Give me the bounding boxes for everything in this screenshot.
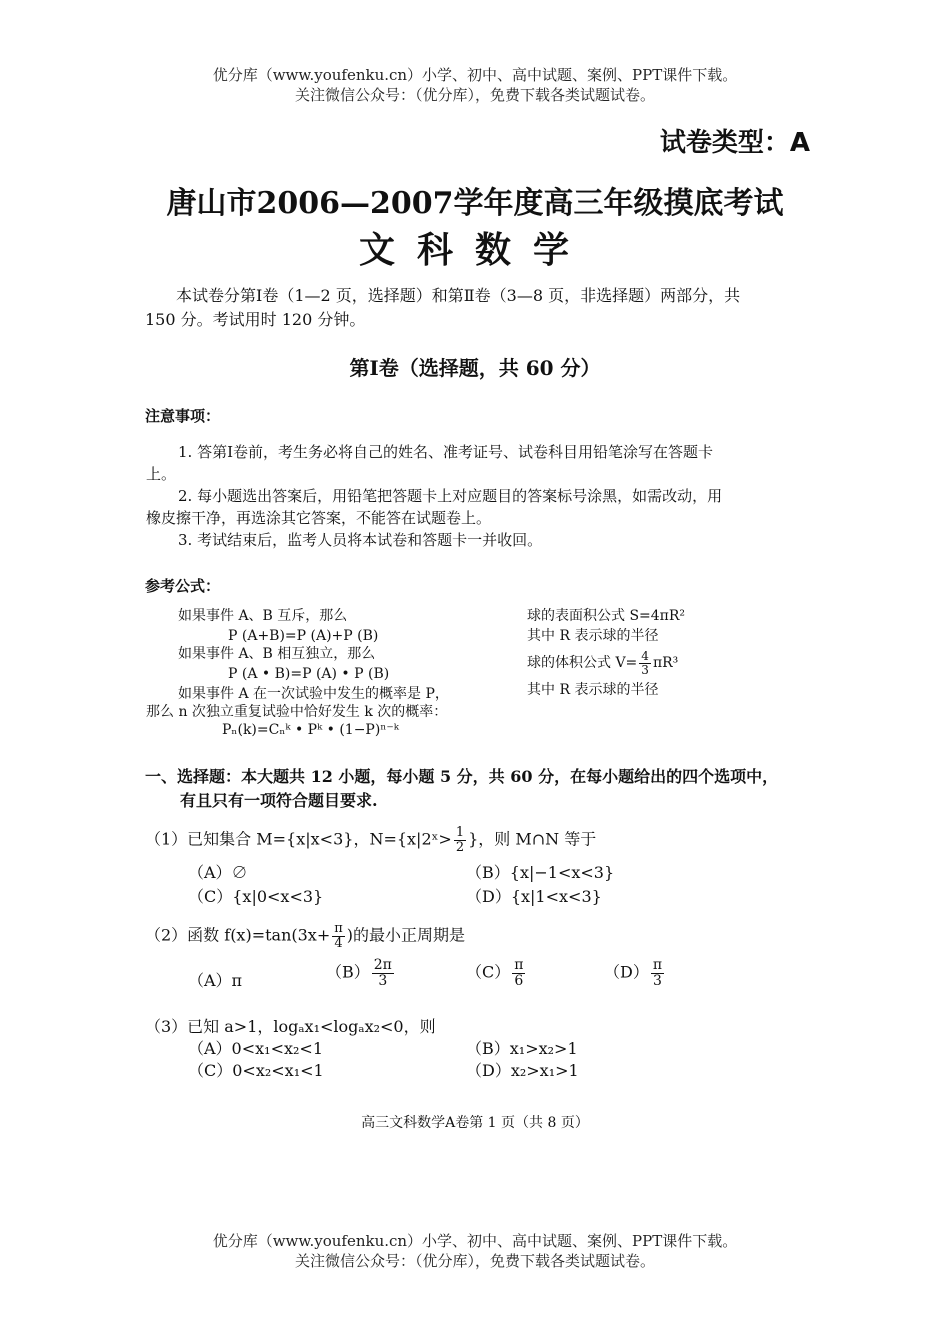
q2-d-fraction: $\frac{\pi}{3}$ (652, 957, 663, 989)
intro-line1: 本试卷分第Ⅰ卷（1—2 页，选择题）和第Ⅱ卷（3—8 页，非选择题）两部分，共 (176, 286, 741, 305)
site-footer-line2: 关注微信公众号：（优分库），免费下载各类试题试卷。 (294, 1252, 655, 1270)
q2-c-fraction: $\frac{\pi}{6}$ (514, 957, 524, 989)
formula-right-2: 其中 R 表示球的半径 (527, 628, 659, 644)
note-2b: 橡皮擦干净，再选涂其它答案，不能答在试题卷上。 (146, 509, 492, 527)
q1-stem (145, 826, 596, 854)
q2-option-c (466, 958, 527, 988)
sphere-volume-label: 球的体积公式 V= (527, 655, 638, 672)
subject-title: 文科数学 (358, 230, 591, 271)
q1-option-d: （D）{x|1<x<3} (466, 887, 602, 906)
q2-stem (145, 922, 465, 950)
q3-option-c: （C）0<x₂<x₁<1 (188, 1061, 324, 1080)
formula-right-4: 其中 R 表示球的半径 (527, 682, 659, 698)
q3-stem: （3）已知 a>1，logₐx₁<logₐx₂<0，则 (145, 1017, 436, 1036)
q2-fraction: $\frac{\pi}{4}$ (334, 921, 343, 951)
sphere-volume-rest: πR³ (652, 655, 679, 672)
q2-d-label: （D） (604, 962, 649, 982)
q2-stem-a: （2）函数 f(x)=tan(3x+ (145, 925, 331, 945)
q2-stem-b: )的最小正周期是 (346, 925, 466, 945)
formula-right-3 (527, 650, 678, 676)
formula-left-2: P (A+B)=P (A)+P (B) (228, 628, 379, 644)
formula-left-3: 如果事件 A、B 相互独立，那么 (178, 646, 376, 662)
q1-option-b: （B）{x|−1<x<3} (466, 863, 615, 882)
q2-b-label: （B） (326, 962, 370, 982)
site-footer-line1: 优分库（www.youfenku.cn）小学、初中、高中试题、案例、PPT课件下载。 (212, 1232, 738, 1250)
note-1a: 1. 答第Ⅰ卷前，考生务必将自己的姓名、准考证号、试卷科目用铅笔涂写在答题卡 (178, 443, 714, 461)
page-footer: 高三文科数学A卷第 1 页（共 8 页） (361, 1115, 589, 1131)
note-3: 3. 考试结束后，监考人员将本试卷和答题卡一并收回。 (178, 531, 543, 549)
site-header-line2: 关注微信公众号：（优分库），免费下载各类试题试卷。 (294, 86, 655, 104)
section-title: 第Ⅰ卷（选择题，共 60 分） (349, 356, 601, 380)
paper-type: 试卷类型：A (659, 128, 810, 158)
q2-option-b (326, 958, 396, 988)
note-2a: 2. 每小题选出答案后，用铅笔把答题卡上对应题目的答案标号涂黑，如需改动，用 (178, 487, 723, 505)
q1-stem-a: （1）已知集合 M={x|x<3}，N={x|2ˣ> (145, 829, 452, 849)
exam-title: 唐山市2006—2007学年度高三年级摸底考试 (166, 186, 784, 221)
formula-left-4: P (A • B)=P (A) • P (B) (228, 666, 390, 682)
q3-option-b: （B）x₁>x₂>1 (466, 1039, 578, 1058)
q2-b-fraction: $\frac{2\pi}{3}$ (373, 957, 392, 989)
part1-line2: 有且只有一项符合题目要求. (180, 791, 378, 810)
note-1b: 上。 (146, 465, 177, 483)
formulas-heading: 参考公式： (145, 577, 221, 595)
site-header-line1: 优分库（www.youfenku.cn）小学、初中、高中试题、案例、PPT课件下载。 (212, 66, 738, 84)
formula-left-6: 那么 n 次独立重复试验中恰好发生 k 次的概率： (146, 704, 448, 720)
q3-option-a: （A）0<x₁<x₂<1 (188, 1039, 324, 1058)
fraction: $\frac{4}{3}$ (641, 649, 649, 677)
formula-left-1: 如果事件 A、B 互斥，那么 (178, 608, 348, 624)
notes-heading: 注意事项： (145, 407, 221, 425)
q1-fraction: $\frac{1}{2}$ (455, 825, 465, 855)
q2-option-a: （A）π (188, 971, 243, 990)
q1-option-c: （C）{x|0<x<3} (188, 887, 324, 906)
formula-left-5: 如果事件 A 在一次试验中发生的概率是 P， (178, 686, 449, 702)
q3-option-d: （D）x₂>x₁>1 (466, 1061, 579, 1080)
q2-c-label: （C） (466, 962, 511, 982)
formula-right-1: 球的表面积公式 S=4πR² (527, 608, 686, 624)
q1-option-a: （A）∅ (188, 863, 248, 882)
formula-left-7: Pₙ(k)=Cₙᵏ • Pᵏ • (1−P)ⁿ⁻ᵏ (222, 722, 399, 738)
part1-line1: 一、选择题：本大题共 12 小题，每小题 5 分，共 60 分，在每小题给出的四个选项中， (145, 767, 779, 786)
q1-stem-b: }，则 M∩N 等于 (468, 829, 597, 849)
intro-line2: 150 分。考试用时 120 分钟。 (145, 310, 366, 329)
q2-option-d (604, 958, 666, 988)
